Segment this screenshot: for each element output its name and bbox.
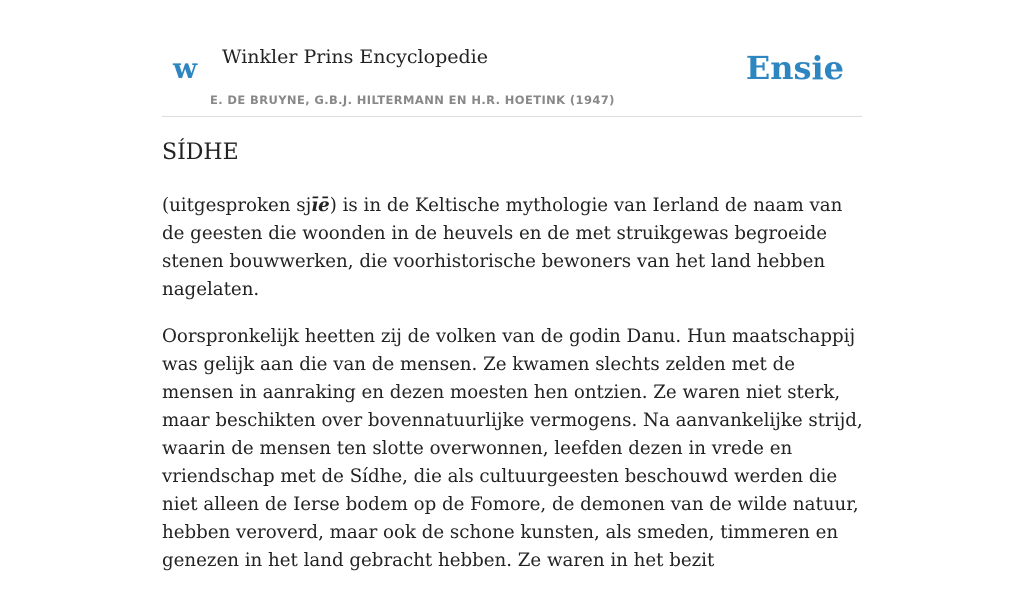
intro-text-before: (uitgesproken sj: [162, 195, 312, 216]
publication-title[interactable]: Winkler Prins Encyclopedie: [222, 46, 488, 68]
publication-logo[interactable]: w: [173, 52, 198, 85]
article-title: SÍDHE: [162, 140, 239, 165]
site-header: [162, 36, 862, 117]
article-paragraph: Oorspronkelijk heetten zij de volken van de godin Danu. Hun maatschappij was gelijk aan die van de mensen. Ze kwamen slechts zelden met de mensen in aanraking en dezen moesten hen ontzien. Ze waren niet sterk, maar beschikten over bovennatuurlijke vermogens. Na aanvankelijke strijd, waarin de mensen ten slotte overwonnen, leefden dezen in vrede en vriendschap met de Sídhe, die als cultuurgeesten beschouwd werden die niet alleen de Ierse bodem op de Fomore, de demonen van de wilde natuur, hebben veroverd, maar ook de schone kunsten, als smeden, timmeren en genezen in het land gebracht hebben. Ze waren in het bezit: [162, 326, 863, 571]
article-body: [162, 192, 864, 594]
article-paragraph-intro: [162, 192, 864, 304]
intro-text-after: ) is in de Keltische mythologie van Ierland de naam van de geesten die woonden in de heuvels en de met struikgewas begroeide stenen bouwwerken, die voorhistorische bewoners van het land hebben nagelaten.: [162, 195, 843, 300]
pronunciation: īē: [311, 195, 330, 216]
brand-logo[interactable]: Ensie: [745, 49, 844, 87]
publication-authors: E. DE BRUYNE, G.B.J. HILTERMANN EN H.R. HOETINK (1947): [210, 93, 615, 107]
